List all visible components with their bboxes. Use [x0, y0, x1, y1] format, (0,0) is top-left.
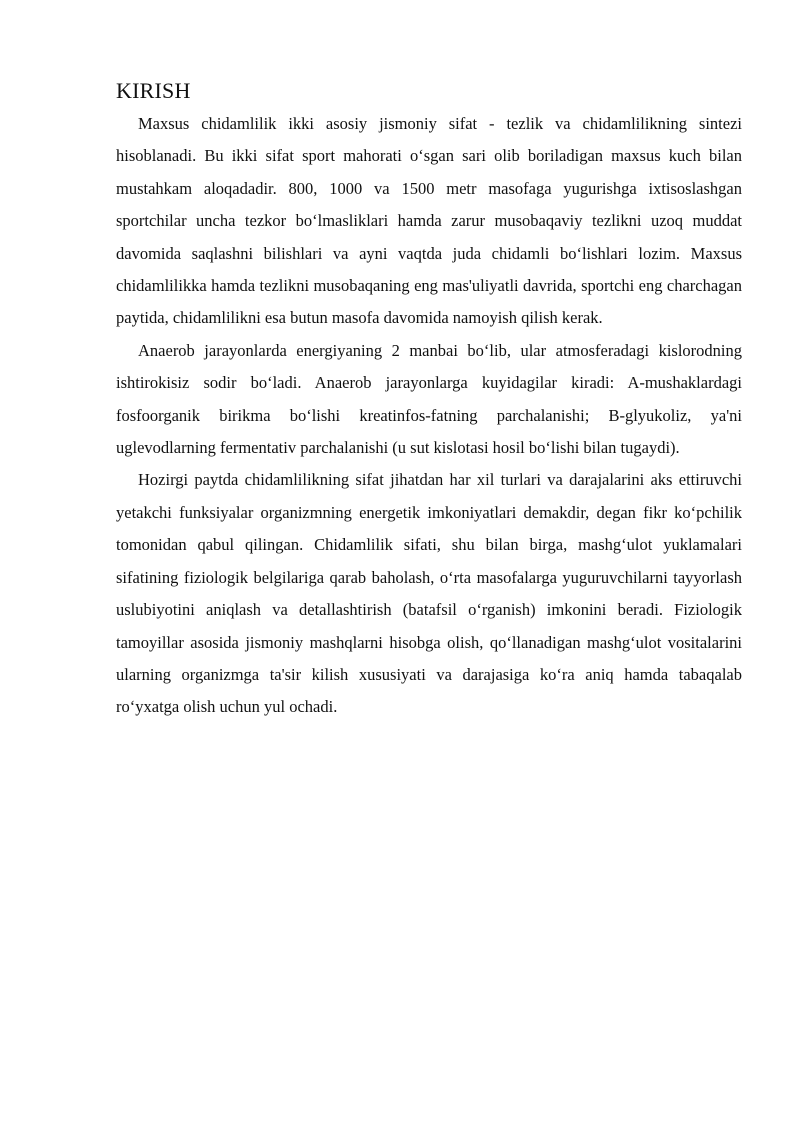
document-body: [116, 76, 742, 724]
section-heading: KIRISH: [116, 78, 191, 103]
paragraph-3: Hozirgi paytda chidamlilikning sifat jihatdan har xil turlari va darajalarini aks ettiruvchi yetakchi funksiyalar organizmning energetik imkoniyatlari demakdir, degan fikr ko‘pchilik tomonidan qabul qilingan. Chidamlilik sifati, shu bilan birga, mashg‘ulot yuklamalari sifatining fiziologik belgilariga qarab baholash, o‘rta masofalarga yuguruvchilarni tayyorlash uslubiyotini aniqlash va detallashtirish (batafsil o‘rganish) imkonini beradi. Fiziologik tamoyillar asosida jismoniy mashqlarni hisobga olish, qo‘llanadigan mashg‘ulot vositalarini ularning organizmga ta'sir kilish xususiyati va darajasiga ko‘ra aniq hamda tabaqalab ro‘yxatga olish uchun yul ochadi.: [116, 470, 742, 717]
paragraph-1: Maxsus chidamlilik ikki asosiy jismoniy sifat - tezlik va chidamlilikning sintezi hisoblanadi. Bu ikki sifat sport mahorati o‘sgan sari olib boriladigan maxsus kuch bilan mustahkam aloqadadir. 800, 1000 va 1500 metr masofaga yugurishga ixtisoslashgan sportchilar uncha tezkor bo‘lmasliklari hamda zarur musobaqaviy tezlikni uzoq muddat davomida saqlashni bilishlari va ayni vaqtda juda chidamli bo‘lishlari lozim. Maxsus chidamlilikka hamda tezlikni musobaqaning eng mas'uliyatli davrida, sportchi eng charchagan paytida, chidamlilikni esa butun masofa davomida namoyish qilish kerak.: [116, 114, 742, 328]
paragraph-2: Anaerob jarayonlarda energiyaning 2 manbai bo‘lib, ular atmosferadagi kislorodning ishtirokisiz sodir bo‘ladi. Anaerob jarayonlarga kuyidagilar kiradi: A-mushaklardagi fosfoorganik birikma bo‘lishi kreatinfos-fatning parchalanishi; B-glyukoliz, ya'ni uglevodlarning fermentativ parchalanishi (u sut kislotasi hosil bo‘lishi bilan tugaydi).: [116, 340, 742, 458]
